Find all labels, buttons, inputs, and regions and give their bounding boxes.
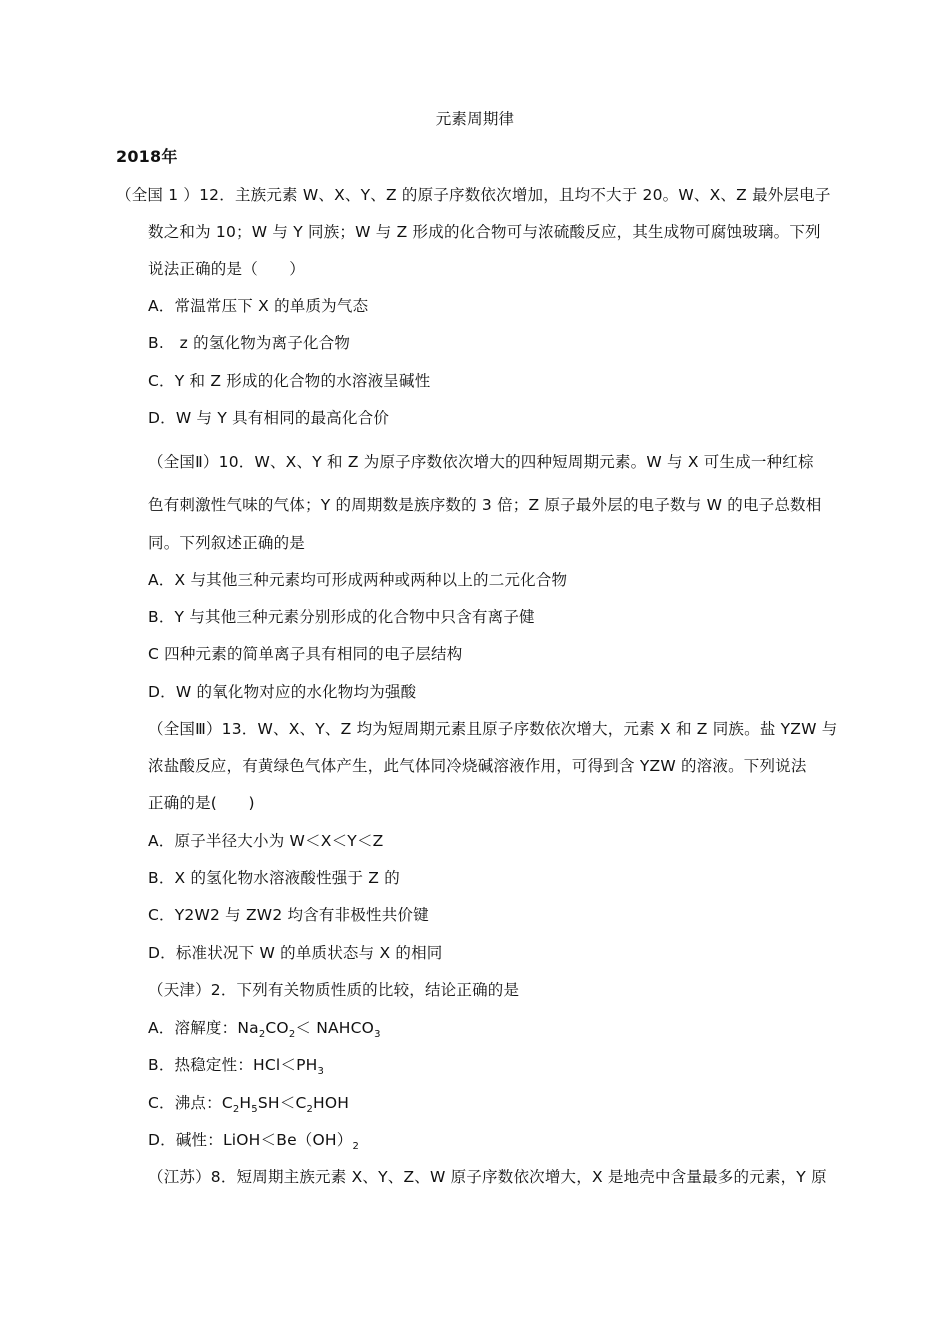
q3-line-2: 浓盐酸反应，有黄绿色气体产生，此气体同冷烧碱溶液作用，可得到含 YZW 的溶液。下列说法: [148, 757, 807, 775]
q4-a-subscript: 3: [374, 1029, 381, 1040]
q4-option-d: [148, 1129, 359, 1151]
q4-line-1: （天津）2．下列有关物质性质的比较，结论正确的是: [148, 981, 520, 999]
q4-c-subscript: 2: [232, 1104, 240, 1115]
q4-c-subscript: 5: [251, 1104, 258, 1115]
q3-option-d: D．标准状况下 W 的单质状态与 X 的相同: [148, 944, 443, 962]
q4-a-formula-part: Na: [237, 1019, 259, 1037]
q1-option-c: C．Y 和 Z 形成的化合物的水溶液呈碱性: [148, 372, 431, 390]
q4-c-formula-part: HOH: [313, 1094, 350, 1112]
q3-line-1: （全国Ⅲ）13．W、X、Y、Z 均为短周期元素且原子序数依次增大，元素 X 和 Z 同族。盐 YZW 与: [148, 720, 838, 738]
q4-d-subscript: 2: [352, 1141, 360, 1152]
q1-option-d: D．W 与 Y 具有相同的最高化合价: [148, 409, 390, 427]
q4-c-formula-part: H: [239, 1094, 252, 1112]
q1-option-a: A．常温常压下 X 的单质为气态: [148, 297, 369, 315]
q3-option-b: B．X 的氢化物水溶液酸性强于 Z 的: [148, 869, 400, 887]
q2-line-3: 同。下列叙述正确的是: [148, 534, 306, 552]
q1-line-3: 说法正确的是（ ）: [148, 260, 306, 278]
q4-c-subscript: 2: [306, 1104, 314, 1115]
q4-c-prefix: C．沸点：: [148, 1094, 222, 1112]
q4-b-formula-part: HCl＜PH: [253, 1056, 318, 1074]
q4-a-prefix: A．溶解度：: [148, 1019, 238, 1037]
q4-c-formula-part: SH＜C: [257, 1094, 307, 1112]
q1-line-1: （全国 1 ）12．主族元素 W、X、Y、Z 的原子序数依次增加，且均不大于 20。W、X、Z 最外层电子: [116, 186, 831, 204]
q3-line-3: 正确的是( ): [148, 794, 255, 812]
q4-a-subscript: 2: [288, 1029, 296, 1040]
q4-d-prefix: D．碱性：: [148, 1131, 223, 1149]
q4-a-subscript: 2: [258, 1029, 266, 1040]
q4-option-c: [148, 1092, 349, 1114]
q4-b-prefix: B．热稳定性：: [148, 1056, 254, 1074]
q1-option-b: B. z 的氢化物为离子化合物: [148, 334, 351, 352]
q1-line-2: 数之和为 10；W 与 Y 同族；W 与 Z 形成的化合物可与浓硫酸反应，其生成物可腐蚀玻璃。下列: [148, 223, 821, 241]
q4-c-formula-part: C: [221, 1094, 233, 1112]
q4-a-formula-part: CO: [265, 1019, 289, 1037]
q2-line-1: （全国Ⅱ）10．W、X、Y 和 Z 为原子序数依次增大的四种短周期元素。W 与 X 可生成一种红棕: [148, 453, 814, 471]
q2-option-d: D．W 的氧化物对应的水化物均为强酸: [148, 683, 417, 701]
q5-line-1: （江苏）8．短周期主族元素 X、Y、Z、W 原子序数依次增大，X 是地壳中含量最多的元素，Y 原: [148, 1168, 827, 1186]
q2-option-b: B．Y 与其他三种元素分别形成的化合物中只含有离子健: [148, 608, 535, 626]
q4-option-a: [148, 1017, 381, 1039]
year-heading: 2018年: [116, 147, 178, 166]
q3-option-c: C．Y2W2 与 ZW2 均含有非极性共价键: [148, 906, 429, 924]
q2-option-c: C 四种元素的简单离子具有相同的电子层结构: [148, 645, 463, 663]
q2-option-a: A．X 与其他三种元素均可形成两种或两种以上的二元化合物: [148, 571, 568, 589]
q4-option-b: [148, 1054, 324, 1076]
document-title: 元素周期律: [435, 110, 515, 128]
q4-a-formula-part: ＜ NAHCO: [295, 1019, 375, 1037]
q4-b-subscript: 3: [317, 1066, 325, 1077]
q3-option-a: A．原子半径大小为 W＜X＜Y＜Z: [148, 832, 384, 850]
q4-d-formula-part: LiOH＜Be（OH）: [222, 1131, 353, 1149]
q2-line-2: 色有刺激性气味的气体；Y 的周期数是族序数的 3 倍；Z 原子最外层的电子数与 W 的电子总数相: [148, 496, 822, 514]
